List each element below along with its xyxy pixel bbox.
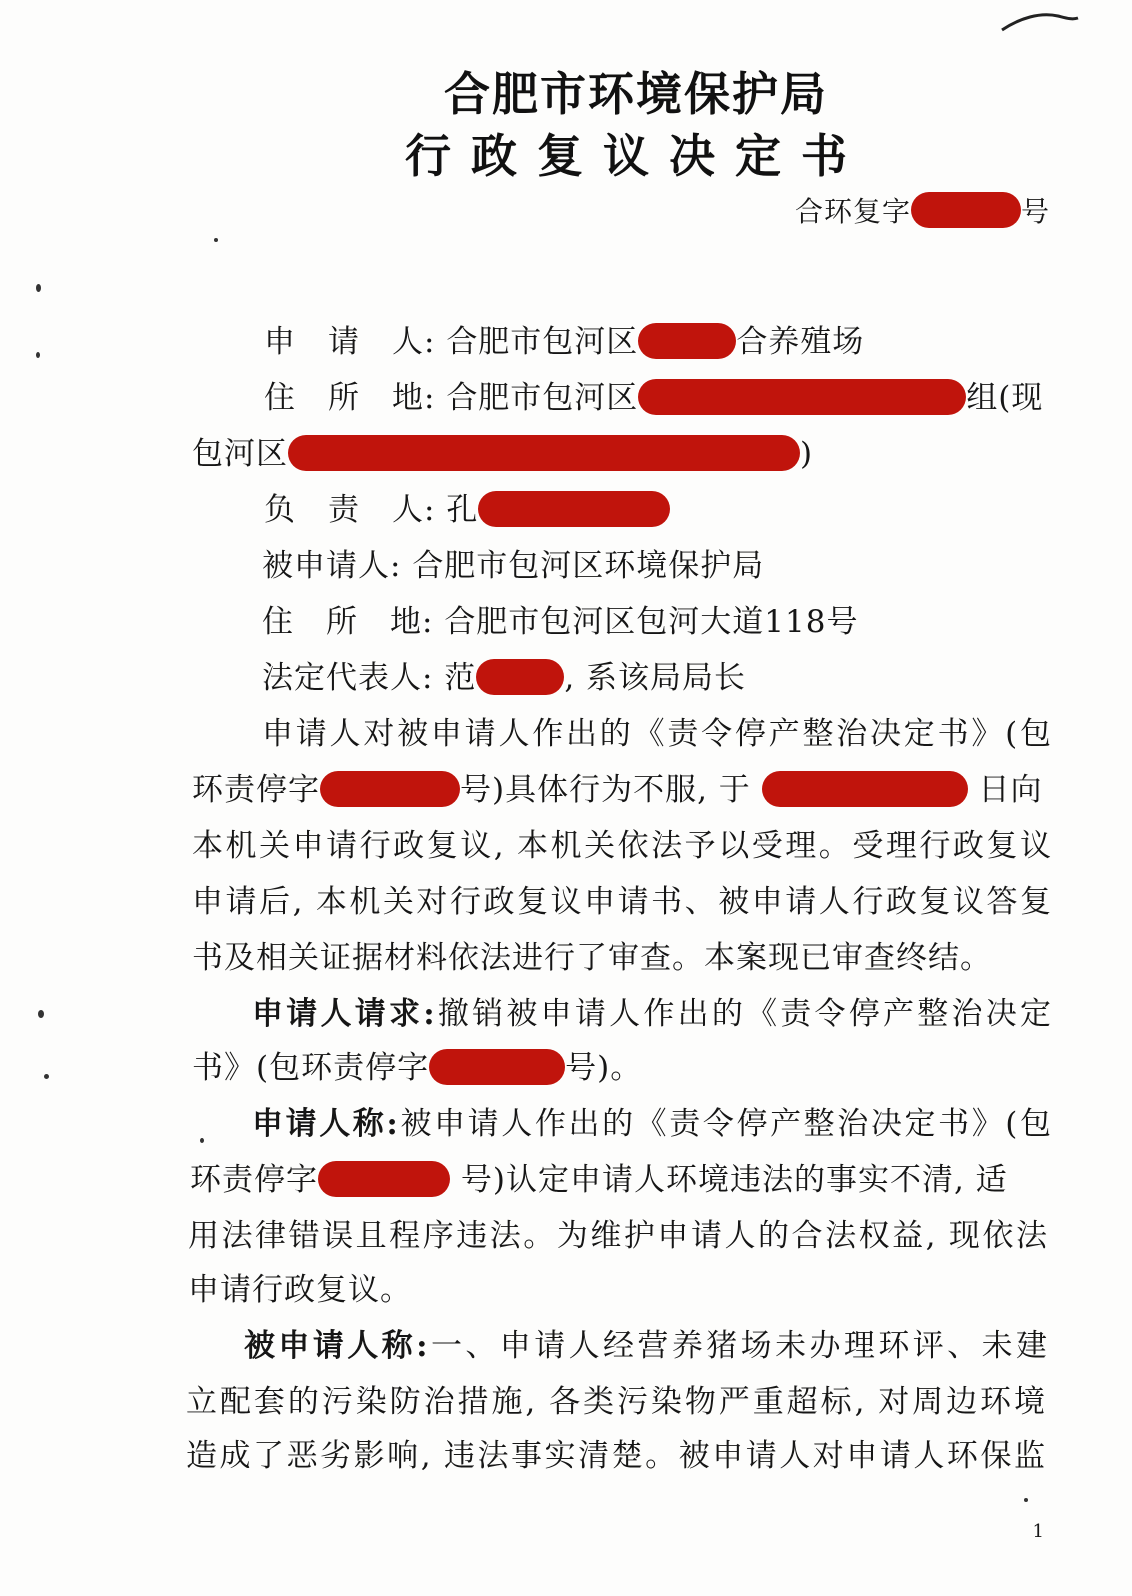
redaction-mark <box>911 192 1021 228</box>
scan-speck <box>38 1010 44 1018</box>
scan-mark <box>1000 6 1080 36</box>
redaction-mark <box>638 379 966 415</box>
paragraph-3-line-1: 申请人称:被申请人作出的《责令停产整治决定书》(包 <box>252 1106 1052 1142</box>
document-number: 合环复字 号 <box>795 190 1050 230</box>
paragraph-2-line-2: 书》(包环责停字 号)。 <box>192 1050 643 1086</box>
paragraph-3-line-3: 用法律错误且程序违法。为维护申请人的合法权益, 现依法 <box>188 1218 1048 1254</box>
scan-speck <box>1024 1498 1028 1502</box>
scan-speck <box>214 238 218 242</box>
paragraph-1-line-3: 本机关申请行政复议, 本机关依法予以受理。受理行政复议 <box>192 828 1052 864</box>
scan-speck <box>200 1138 204 1143</box>
paragraph-4-line-1: 被申请人称:一、申请人经营养猪场未办理环评、未建 <box>244 1328 1049 1364</box>
redaction-mark <box>476 659 564 695</box>
document-subtitle: 行政复议决定书 <box>405 129 867 183</box>
paragraph-2-line-1: 申请人请求:撤销被申请人作出的《责令停产整治决定 <box>252 996 1052 1032</box>
redaction-mark <box>638 323 736 359</box>
redaction-mark <box>429 1049 565 1085</box>
paragraph-1-line-4: 申请后, 本机关对行政复议申请书、被申请人行政复议答复 <box>192 884 1052 920</box>
document-title: 合肥市环境保护局 <box>444 67 828 121</box>
paragraph-1-line-5: 书及相关证据材料依法进行了审查。本案现已审查终结。 <box>192 940 992 976</box>
redaction-mark <box>478 491 670 527</box>
redaction-mark <box>762 771 968 807</box>
scan-speck <box>44 1074 49 1079</box>
respondent-line: 被申请人: 合肥市包河区环境保护局 <box>262 548 765 584</box>
redaction-mark <box>288 435 800 471</box>
applicant-address-cont: 包河区 ) <box>192 436 814 472</box>
legal-representative-line: 法定代表人: 范 , 系该局局长 <box>262 660 747 696</box>
applicant-address-line: 住 所 地: 合肥市包河区 组(现 <box>264 380 1044 416</box>
paragraph-1-line-2: 环责停字 号)具体行为不服, 于 日向 <box>192 772 1043 808</box>
paragraph-3-line-2: 环责停字 号)认定申请人环境违法的事实不清, 适 <box>190 1162 1008 1198</box>
redaction-mark <box>318 1161 450 1197</box>
responsible-person-line: 负 责 人: 孔 <box>264 484 670 529</box>
applicant-line: 申 请 人: 合肥市包河区 合养殖场 <box>264 324 865 360</box>
page-number: 1 <box>1032 1521 1044 1542</box>
paragraph-4-line-2: 立配套的污染防治措施, 各类污染物严重超标, 对周边环境 <box>186 1384 1046 1420</box>
respondent-address-line: 住 所 地: 合肥市包河区包河大道118号 <box>262 604 859 640</box>
redaction-mark <box>320 771 460 807</box>
paragraph-3-line-4: 申请行政复议。 <box>188 1272 412 1308</box>
scan-speck <box>36 352 40 358</box>
paragraph-4-line-3: 造成了恶劣影响, 违法事实清楚。被申请人对申请人环保监 <box>186 1438 1046 1474</box>
paragraph-1-line-1: 申请人对被申请人作出的《责令停产整治决定书》(包 <box>262 716 1052 752</box>
scan-speck <box>36 284 41 292</box>
